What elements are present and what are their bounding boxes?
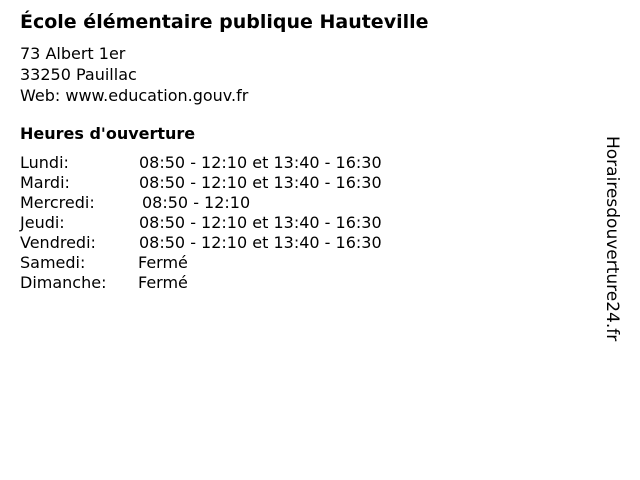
address-block [20, 43, 248, 106]
day-label: Dimanche: [20, 273, 107, 292]
time-value: Fermé [138, 273, 188, 292]
hours-heading: Heures d'ouverture [20, 124, 196, 143]
address-street: 73 Albert 1er [20, 44, 126, 63]
day-label: Samedi: [20, 253, 86, 272]
time-value: 08:50 - 12:10 et 13:40 - 16:30 [139, 213, 382, 232]
day-label: Vendredi: [20, 233, 96, 252]
time-value: 08:50 - 12:10 et 13:40 - 16:30 [139, 233, 382, 252]
time-value: 08:50 - 12:10 [142, 193, 251, 212]
day-label: Mercredi: [20, 193, 95, 212]
time-value: 08:50 - 12:10 et 13:40 - 16:30 [139, 153, 382, 172]
website-line: Web: www.education.gouv.fr [20, 86, 249, 105]
place-name: École élémentaire publique Hauteville [20, 11, 429, 33]
time-value: Fermé [138, 253, 188, 272]
day-label: Jeudi: [20, 213, 65, 232]
site-brand-watermark: Horairesdouverture24.fr [602, 136, 622, 342]
day-label: Mardi: [20, 173, 70, 192]
address-city: 33250 Pauillac [20, 65, 137, 84]
day-label: Lundi: [20, 153, 69, 172]
time-value: 08:50 - 12:10 et 13:40 - 16:30 [139, 173, 382, 192]
